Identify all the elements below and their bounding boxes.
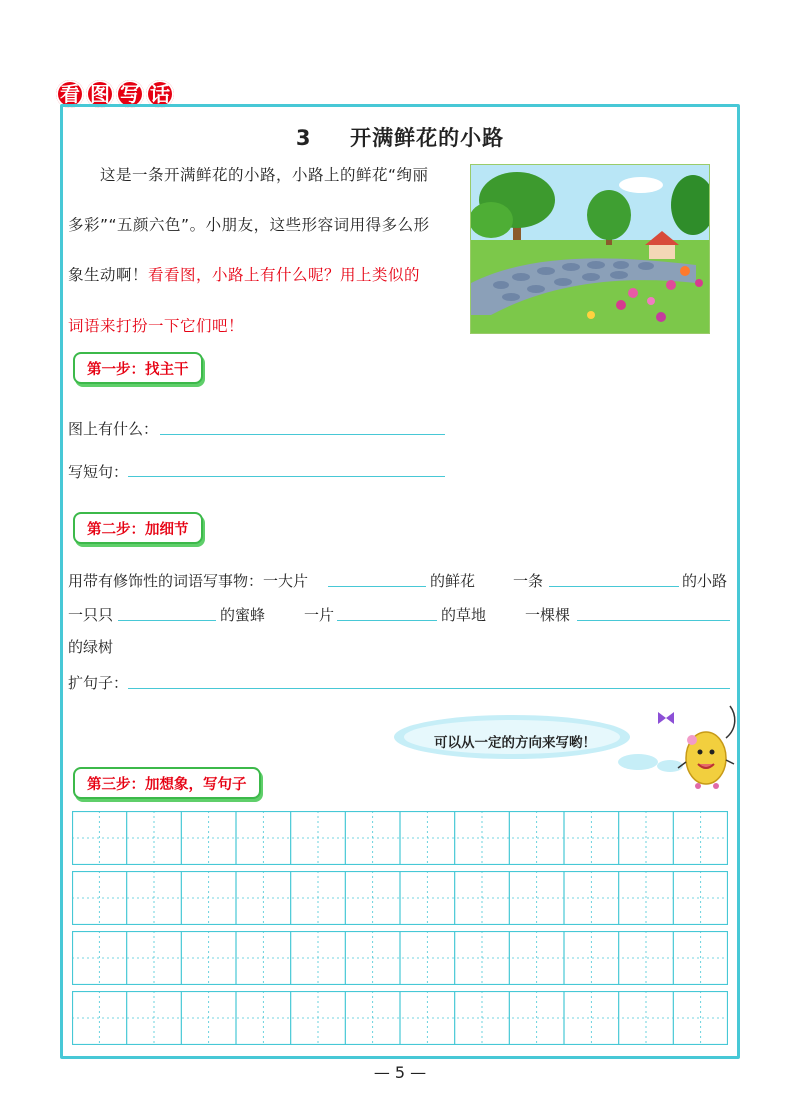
expand-label: 扩句子： xyxy=(68,674,129,692)
trees-lead: 一棵棵 xyxy=(525,606,571,624)
writing-grid-row[interactable] xyxy=(72,871,728,925)
flowers-label: 的鲜花 xyxy=(430,572,476,590)
bees-input-line[interactable] xyxy=(118,620,216,621)
road-lead: 一条 xyxy=(513,572,544,590)
grass-input-line[interactable] xyxy=(337,620,437,621)
header-char: 看 xyxy=(56,80,84,108)
trees-label: 的绿树 xyxy=(68,638,114,656)
what-input-line[interactable] xyxy=(160,434,445,435)
trees-input-line[interactable] xyxy=(577,620,730,621)
intro-line-1: 这是一条开满鲜花的小路，小路上的鲜花“绚丽 xyxy=(100,166,429,184)
intro-line-2: 多彩”“五颜六色”。小朋友，这些形容词用得多么形 xyxy=(68,216,430,234)
intro-line-4: 词语来打扮一下它们吧！ xyxy=(68,317,245,335)
road-input-line[interactable] xyxy=(549,586,679,587)
page-number: — 5 — xyxy=(373,1063,427,1082)
intro-line-3-red: 看看图，小路上有什么呢？用上类似的 xyxy=(148,266,421,284)
flowers-input-line[interactable] xyxy=(328,586,426,587)
lesson-title: 开满鲜花的小路 xyxy=(350,126,505,150)
step-2-label: 第二步：加细节 xyxy=(73,512,203,544)
garden-path-illustration xyxy=(470,164,710,334)
step-1-label: 第一步：找主干 xyxy=(73,352,203,384)
bees-lead: 一只只 xyxy=(68,606,114,624)
mascot-icon xyxy=(650,700,746,796)
grass-lead: 一片 xyxy=(304,606,335,624)
bees-label: 的蜜蜂 xyxy=(220,606,266,624)
short-sentence-label: 写短句： xyxy=(68,463,129,481)
lesson-number: 3 xyxy=(295,126,312,150)
intro-line-3-black: 象生动啊！ xyxy=(68,266,149,284)
page-title xyxy=(0,122,800,152)
garden-path-icon xyxy=(471,165,709,333)
header-char: 写 xyxy=(116,80,144,108)
header-char: 话 xyxy=(146,80,174,108)
what-label: 图上有什么： xyxy=(68,420,159,438)
tip-text: 可以从一定的方向来写哟！ xyxy=(434,735,596,751)
header-char: 图 xyxy=(86,80,114,108)
step-3-label: 第三步：加想象，写句子 xyxy=(73,767,261,799)
intro-line-3 xyxy=(68,263,448,285)
writing-grid-row[interactable] xyxy=(72,991,728,1045)
grass-label: 的草地 xyxy=(441,606,487,624)
expand-input-line[interactable] xyxy=(128,688,730,689)
short-sentence-input-line[interactable] xyxy=(128,476,445,477)
writing-grid-row[interactable] xyxy=(72,811,728,865)
modifier-lead: 用带有修饰性的词语写事物：一大片 xyxy=(68,572,309,590)
road-label: 的小路 xyxy=(682,572,728,590)
writing-grid-row[interactable] xyxy=(72,931,728,985)
